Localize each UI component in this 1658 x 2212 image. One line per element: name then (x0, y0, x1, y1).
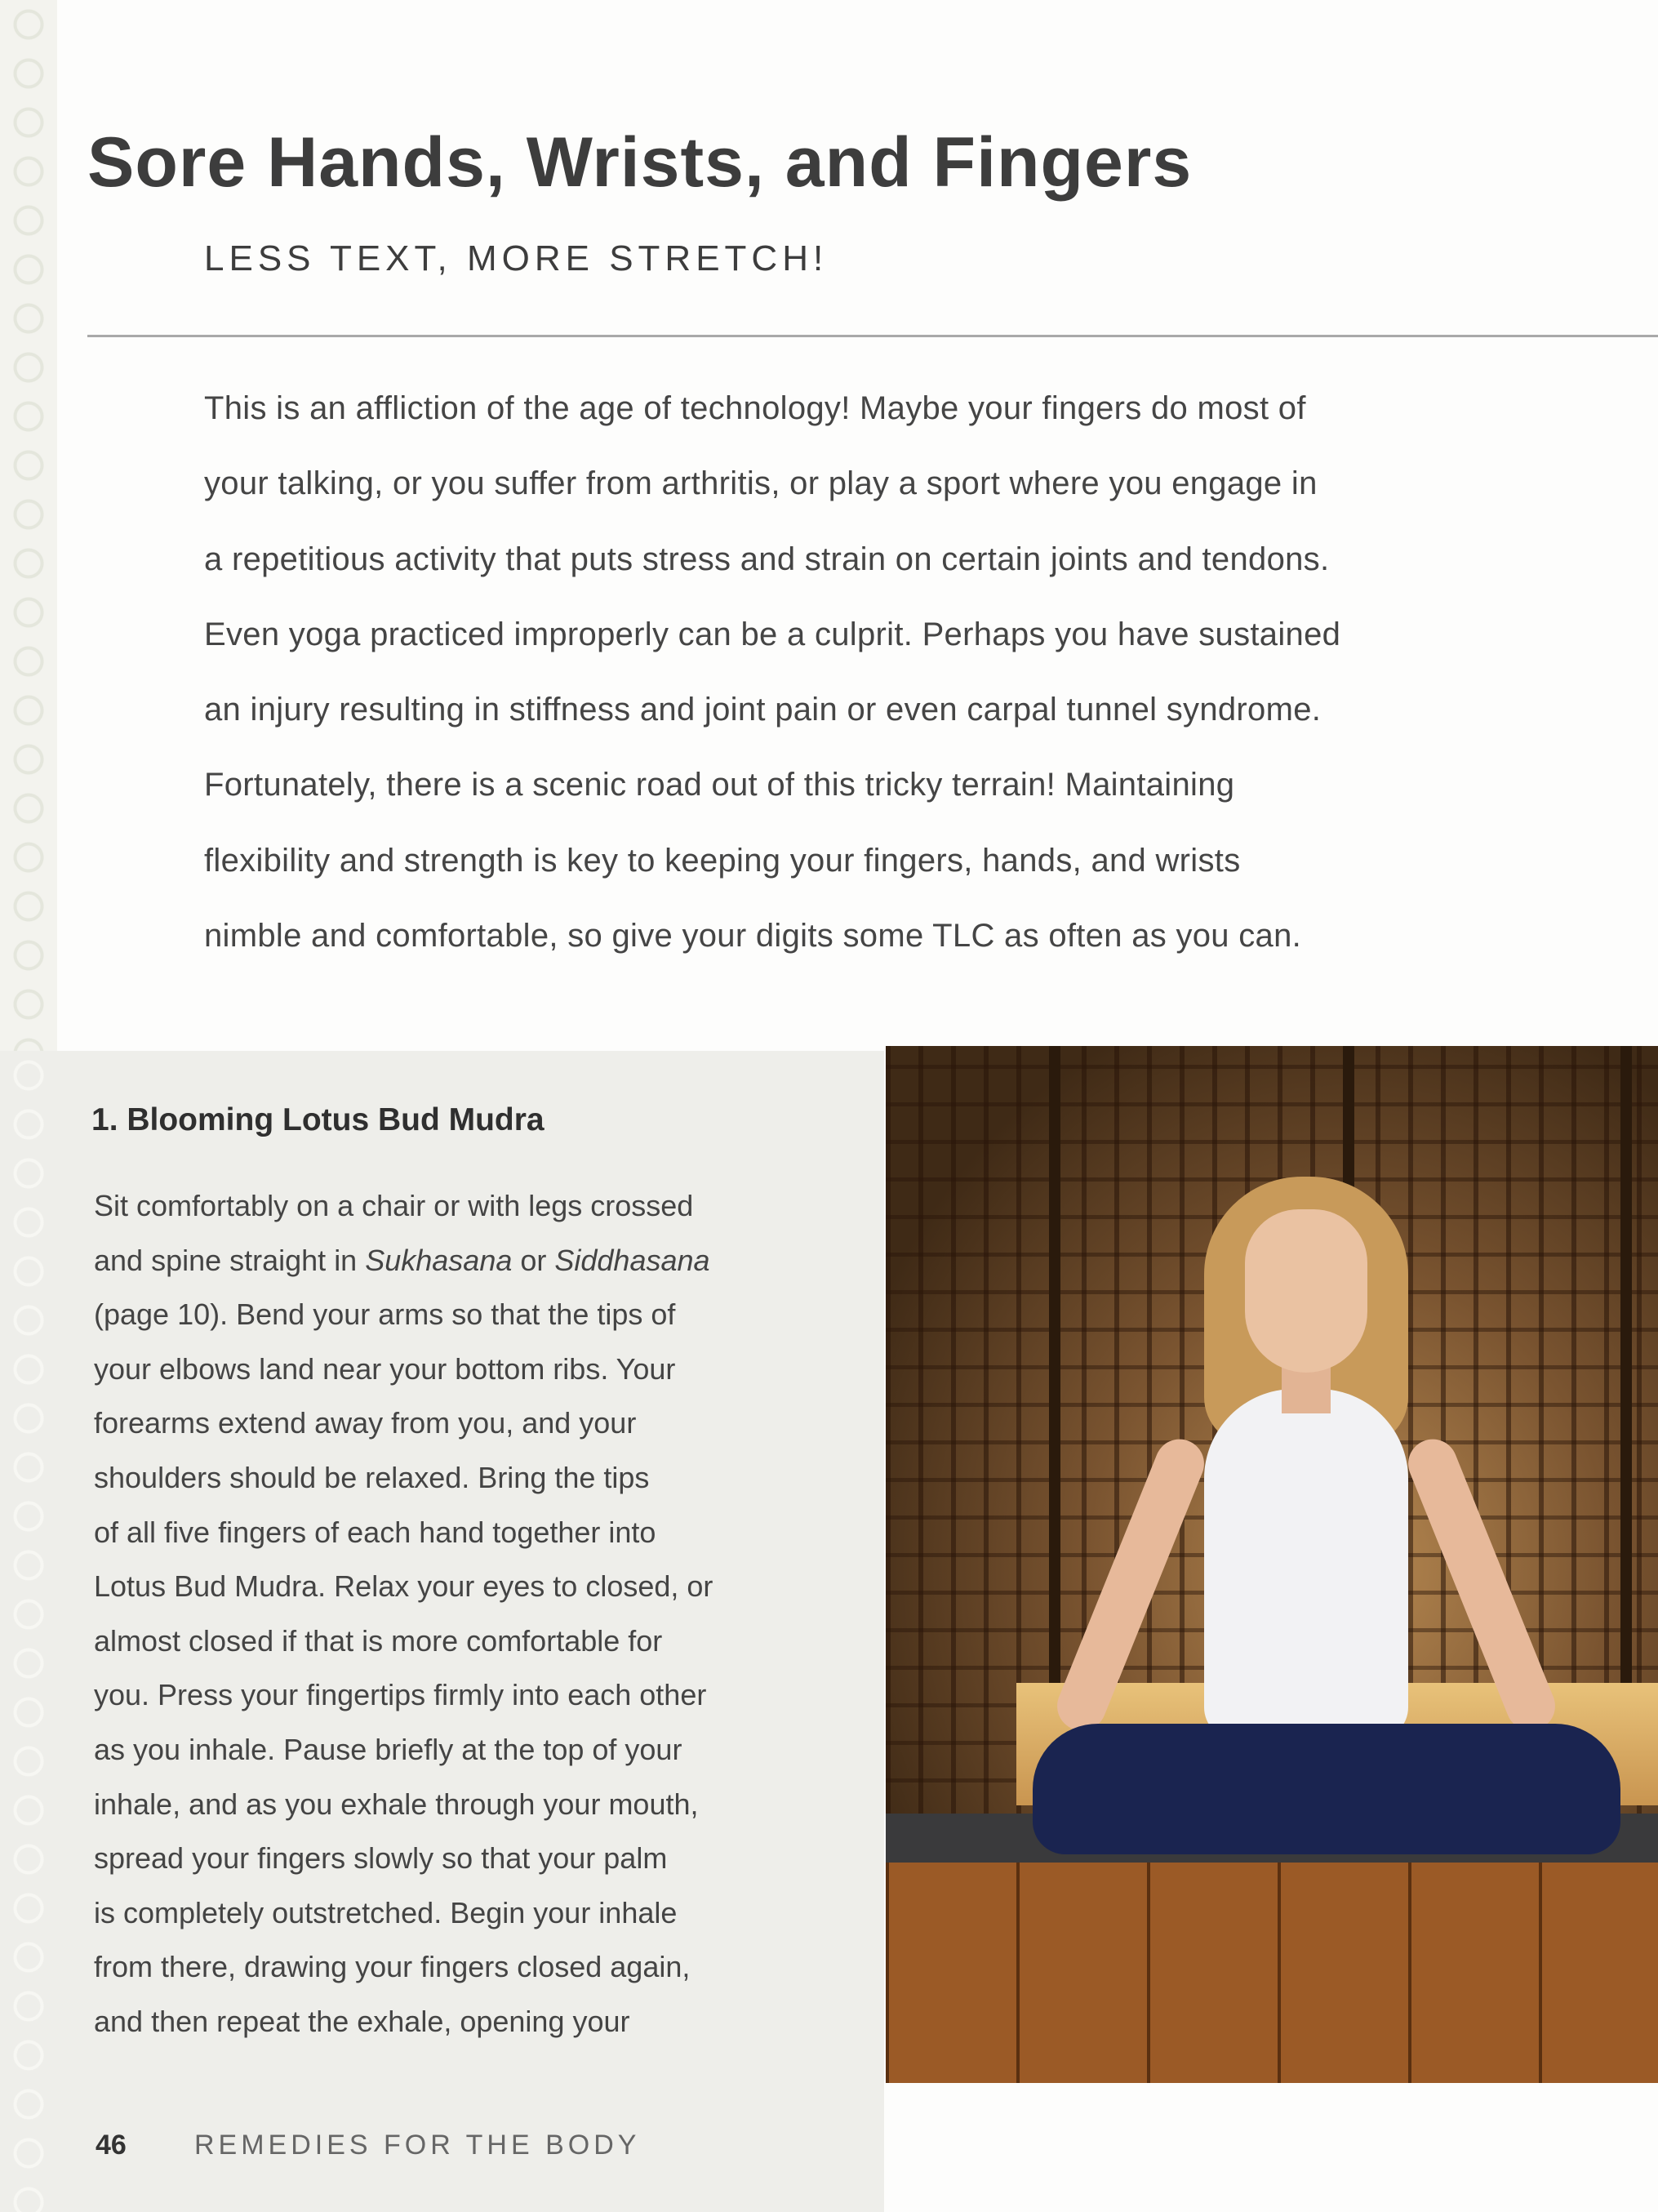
exercise-instructions (94, 1188, 713, 2058)
instruction-line: shoulders should be relaxed. Bring the tips (94, 1460, 650, 1494)
page-title: Sore Hands, Wrists, and Fingers (87, 123, 1193, 202)
exercise-heading: 1. Blooming Lotus Bud Mudra (91, 1102, 545, 1137)
screen-divider (1620, 1046, 1632, 1765)
instruction-line: spread your fingers slowly so that your palm (94, 1841, 668, 1876)
intro-line: flexibility and strength is key to keeping your fingers, hands, and wrists (204, 842, 1241, 879)
instruction-line: and then repeat the exhale, opening your (94, 2004, 630, 2038)
screen-divider (1049, 1046, 1060, 1765)
instruction-line: Lotus Bud Mudra. Relax your eyes to closed, or (94, 1569, 713, 1604)
page-subtitle: LESS TEXT, MORE STRETCH! (204, 238, 829, 278)
decorative-border (0, 1051, 57, 2212)
intro-line: a repetitious activity that puts stress and strain on certain joints and tendons. (204, 541, 1330, 577)
divider (87, 335, 1658, 337)
text: and spine straight in (94, 1243, 366, 1277)
intro-paragraph (204, 384, 1608, 986)
instruction-line: is completely outstretched. Begin your inhale (94, 1895, 678, 1929)
intro-line: your talking, or you suffer from arthritis, or play a sport where you engage in (204, 465, 1318, 502)
instruction-line: forearms extend away from you, and your (94, 1406, 637, 1440)
meditation-photo (886, 1046, 1658, 2083)
intro-line: an injury resulting in stiffness and joint pain or even carpal tunnel syndrome. (204, 692, 1322, 728)
page-number: 46 (96, 2130, 127, 2161)
instruction-line: from there, drawing your fingers closed again, (94, 1950, 691, 1984)
pose-name: Siddhasana (554, 1243, 710, 1277)
instruction-line: inhale, and as you exhale through your mouth, (94, 1787, 699, 1821)
wood-floor (886, 1863, 1658, 2083)
intro-line: Even yoga practiced improperly can be a culprit. Perhaps you have sustained (204, 616, 1341, 652)
instruction-line: Sit comfortably on a chair or with legs crossed (94, 1189, 694, 1222)
instruction-line: almost closed if that is more comfortable for (94, 1623, 663, 1658)
intro-line: Fortunately, there is a scenic road out of this tricky terrain! Maintaining (204, 767, 1235, 803)
instruction-line: of all five fingers of each hand together into (94, 1515, 656, 1549)
running-footer: REMEDIES FOR THE BODY (194, 2130, 641, 2161)
intro-line: nimble and comfortable, so give your digits some TLC as often as you can. (204, 918, 1302, 955)
text: or (512, 1243, 555, 1277)
figure-legs (1033, 1724, 1620, 1854)
figure-face (1245, 1209, 1367, 1373)
instruction-line (94, 1243, 713, 1297)
intro-line: This is an affliction of the age of technology! Maybe your fingers do most of (204, 390, 1306, 426)
figure-torso (1204, 1389, 1408, 1740)
instruction-line: your elbows land near your bottom ribs. Your (94, 1351, 676, 1386)
pose-name: Sukhasana (365, 1243, 513, 1277)
instruction-line: you. Press your fingertips firmly into each other (94, 1678, 707, 1712)
instruction-line: as you inhale. Pause briefly at the top of your (94, 1732, 682, 1766)
instruction-line: (page 10). Bend your arms so that the tips of (94, 1297, 676, 1332)
